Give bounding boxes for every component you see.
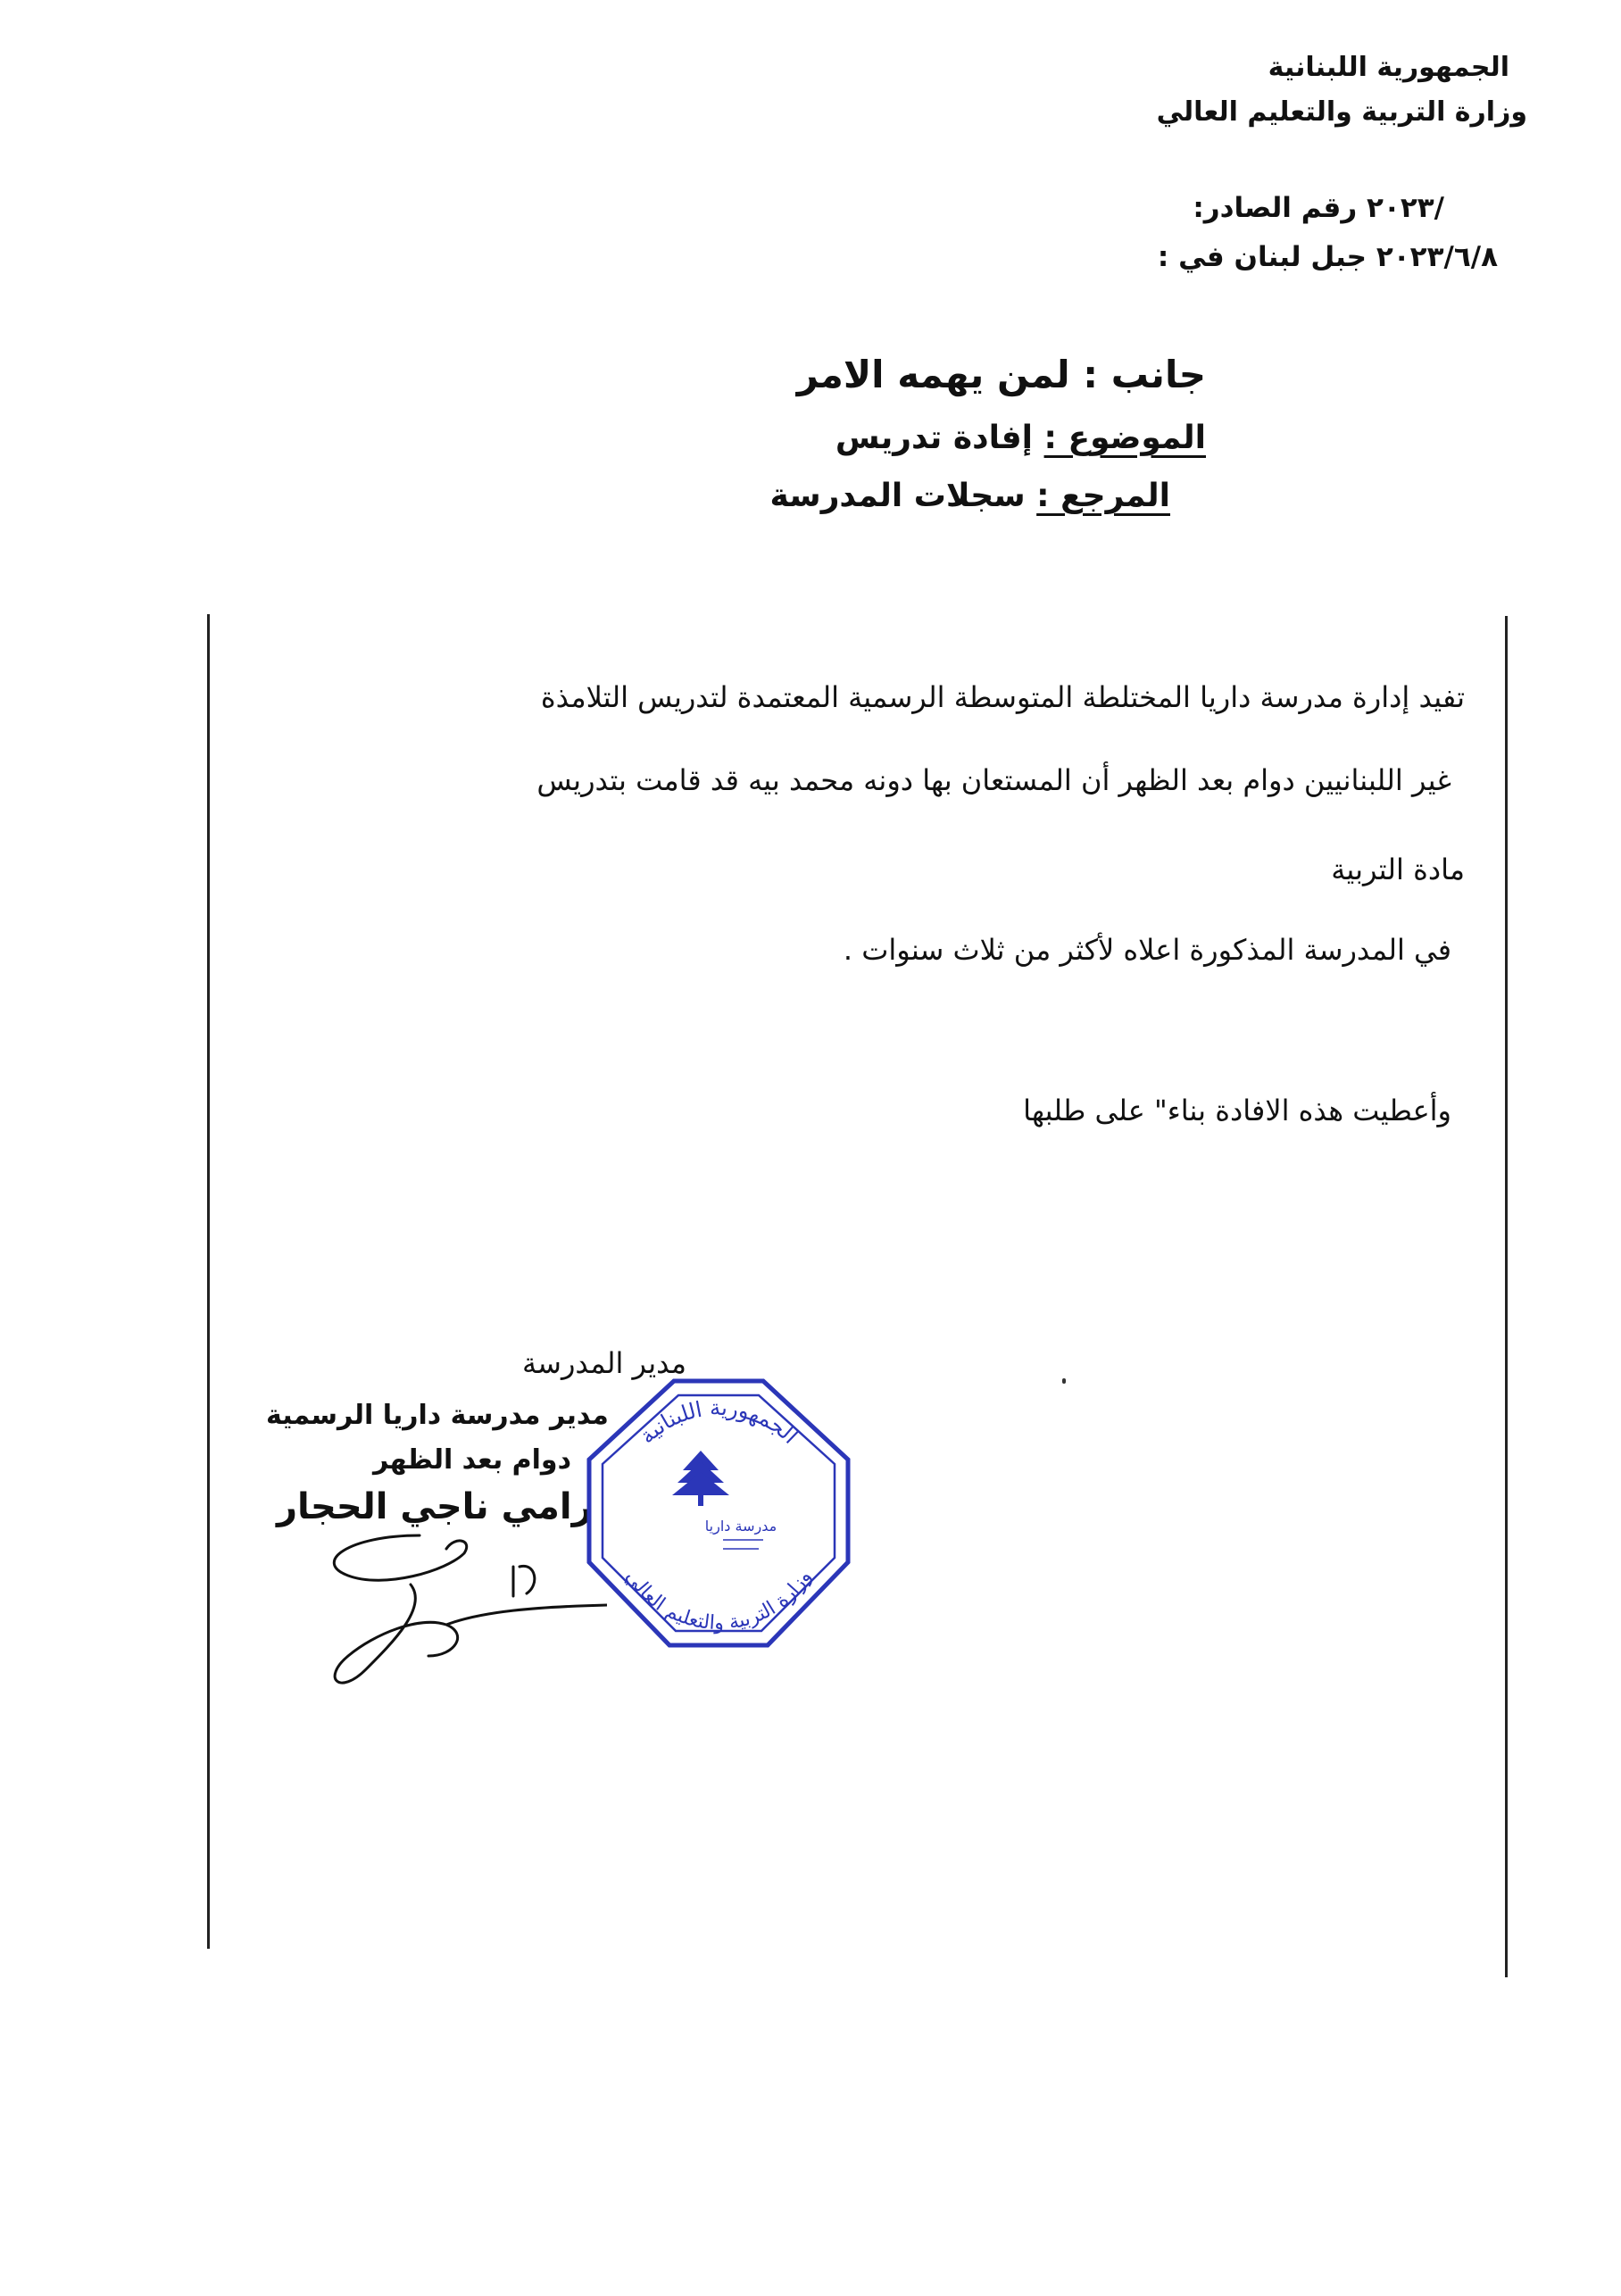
issue-date: [1158, 241, 1507, 273]
issue-date-label: جبل لبنان في :: [1157, 241, 1367, 273]
stamp-line-shift: دوام بعد الظهر: [373, 1444, 571, 1476]
right-margin-line: [1505, 616, 1508, 1977]
stamp-center-text: مدرسة داريا: [704, 1518, 777, 1535]
principal-title: مدير المدرسة: [522, 1346, 687, 1380]
closing-line: وأعطيت هذه الافادة بناء" على طلبها: [1023, 1094, 1451, 1127]
reference-line: [769, 478, 1170, 514]
subject-line: [835, 420, 1206, 456]
issue-date-value: ٢٠٢٣/٦/٨: [1376, 241, 1498, 273]
republic-header: الجمهورية اللبنانية: [1268, 52, 1509, 83]
body-line-3: مادة التربية: [1331, 853, 1465, 886]
stamp-line-school: مدير مدرسة داريا الرسمية: [266, 1400, 609, 1431]
ministry-header: وزارة التربية والتعليم العالي: [1156, 96, 1527, 128]
outgoing-number: [1193, 192, 1507, 224]
addressee: جانب : لمن يهمه الامر: [796, 353, 1206, 396]
left-margin-line: [207, 614, 210, 1949]
signature-stroke: [334, 1535, 607, 1683]
reference-label: المرجع :: [1036, 478, 1170, 514]
reference-value: سجلات المدرسة: [769, 478, 1026, 514]
stamp-ring-text-bottom: وزارة التربية والتعليم العالي: [620, 1566, 817, 1635]
body-line-4: في المدرسة المذكورة اعلاه لأكثر من ثلاث سنوات .: [843, 933, 1451, 967]
subject-value: إفادة تدريس: [835, 420, 1033, 456]
ink-dot: [1062, 1378, 1066, 1384]
cedar-icon: [672, 1451, 729, 1506]
stamp-ring-text-top: الجمهورية اللبنانية: [634, 1394, 803, 1449]
handwritten-signature: [312, 1500, 607, 1705]
body-line-2: غير اللبنانيين دوام بعد الظهر أن المستعان بها دونه محمد بيه قد قامت بتدريس: [536, 763, 1451, 797]
outgoing-number-label: رقم الصادر:: [1193, 192, 1358, 224]
stamp-outer-border: [589, 1381, 848, 1645]
subject-label: الموضوع :: [1043, 420, 1206, 456]
stamp-line-name: رامي ناجي الحجار: [277, 1486, 593, 1527]
official-stamp: [576, 1370, 861, 1656]
outgoing-number-value: /٢٠٢٣: [1366, 192, 1444, 224]
signature-initial: [513, 1566, 535, 1596]
body-line-1: تفيد إدارة مدرسة داريا المختلطة المتوسطة الرسمية المعتمدة لتدريس التلامذة: [540, 680, 1465, 714]
